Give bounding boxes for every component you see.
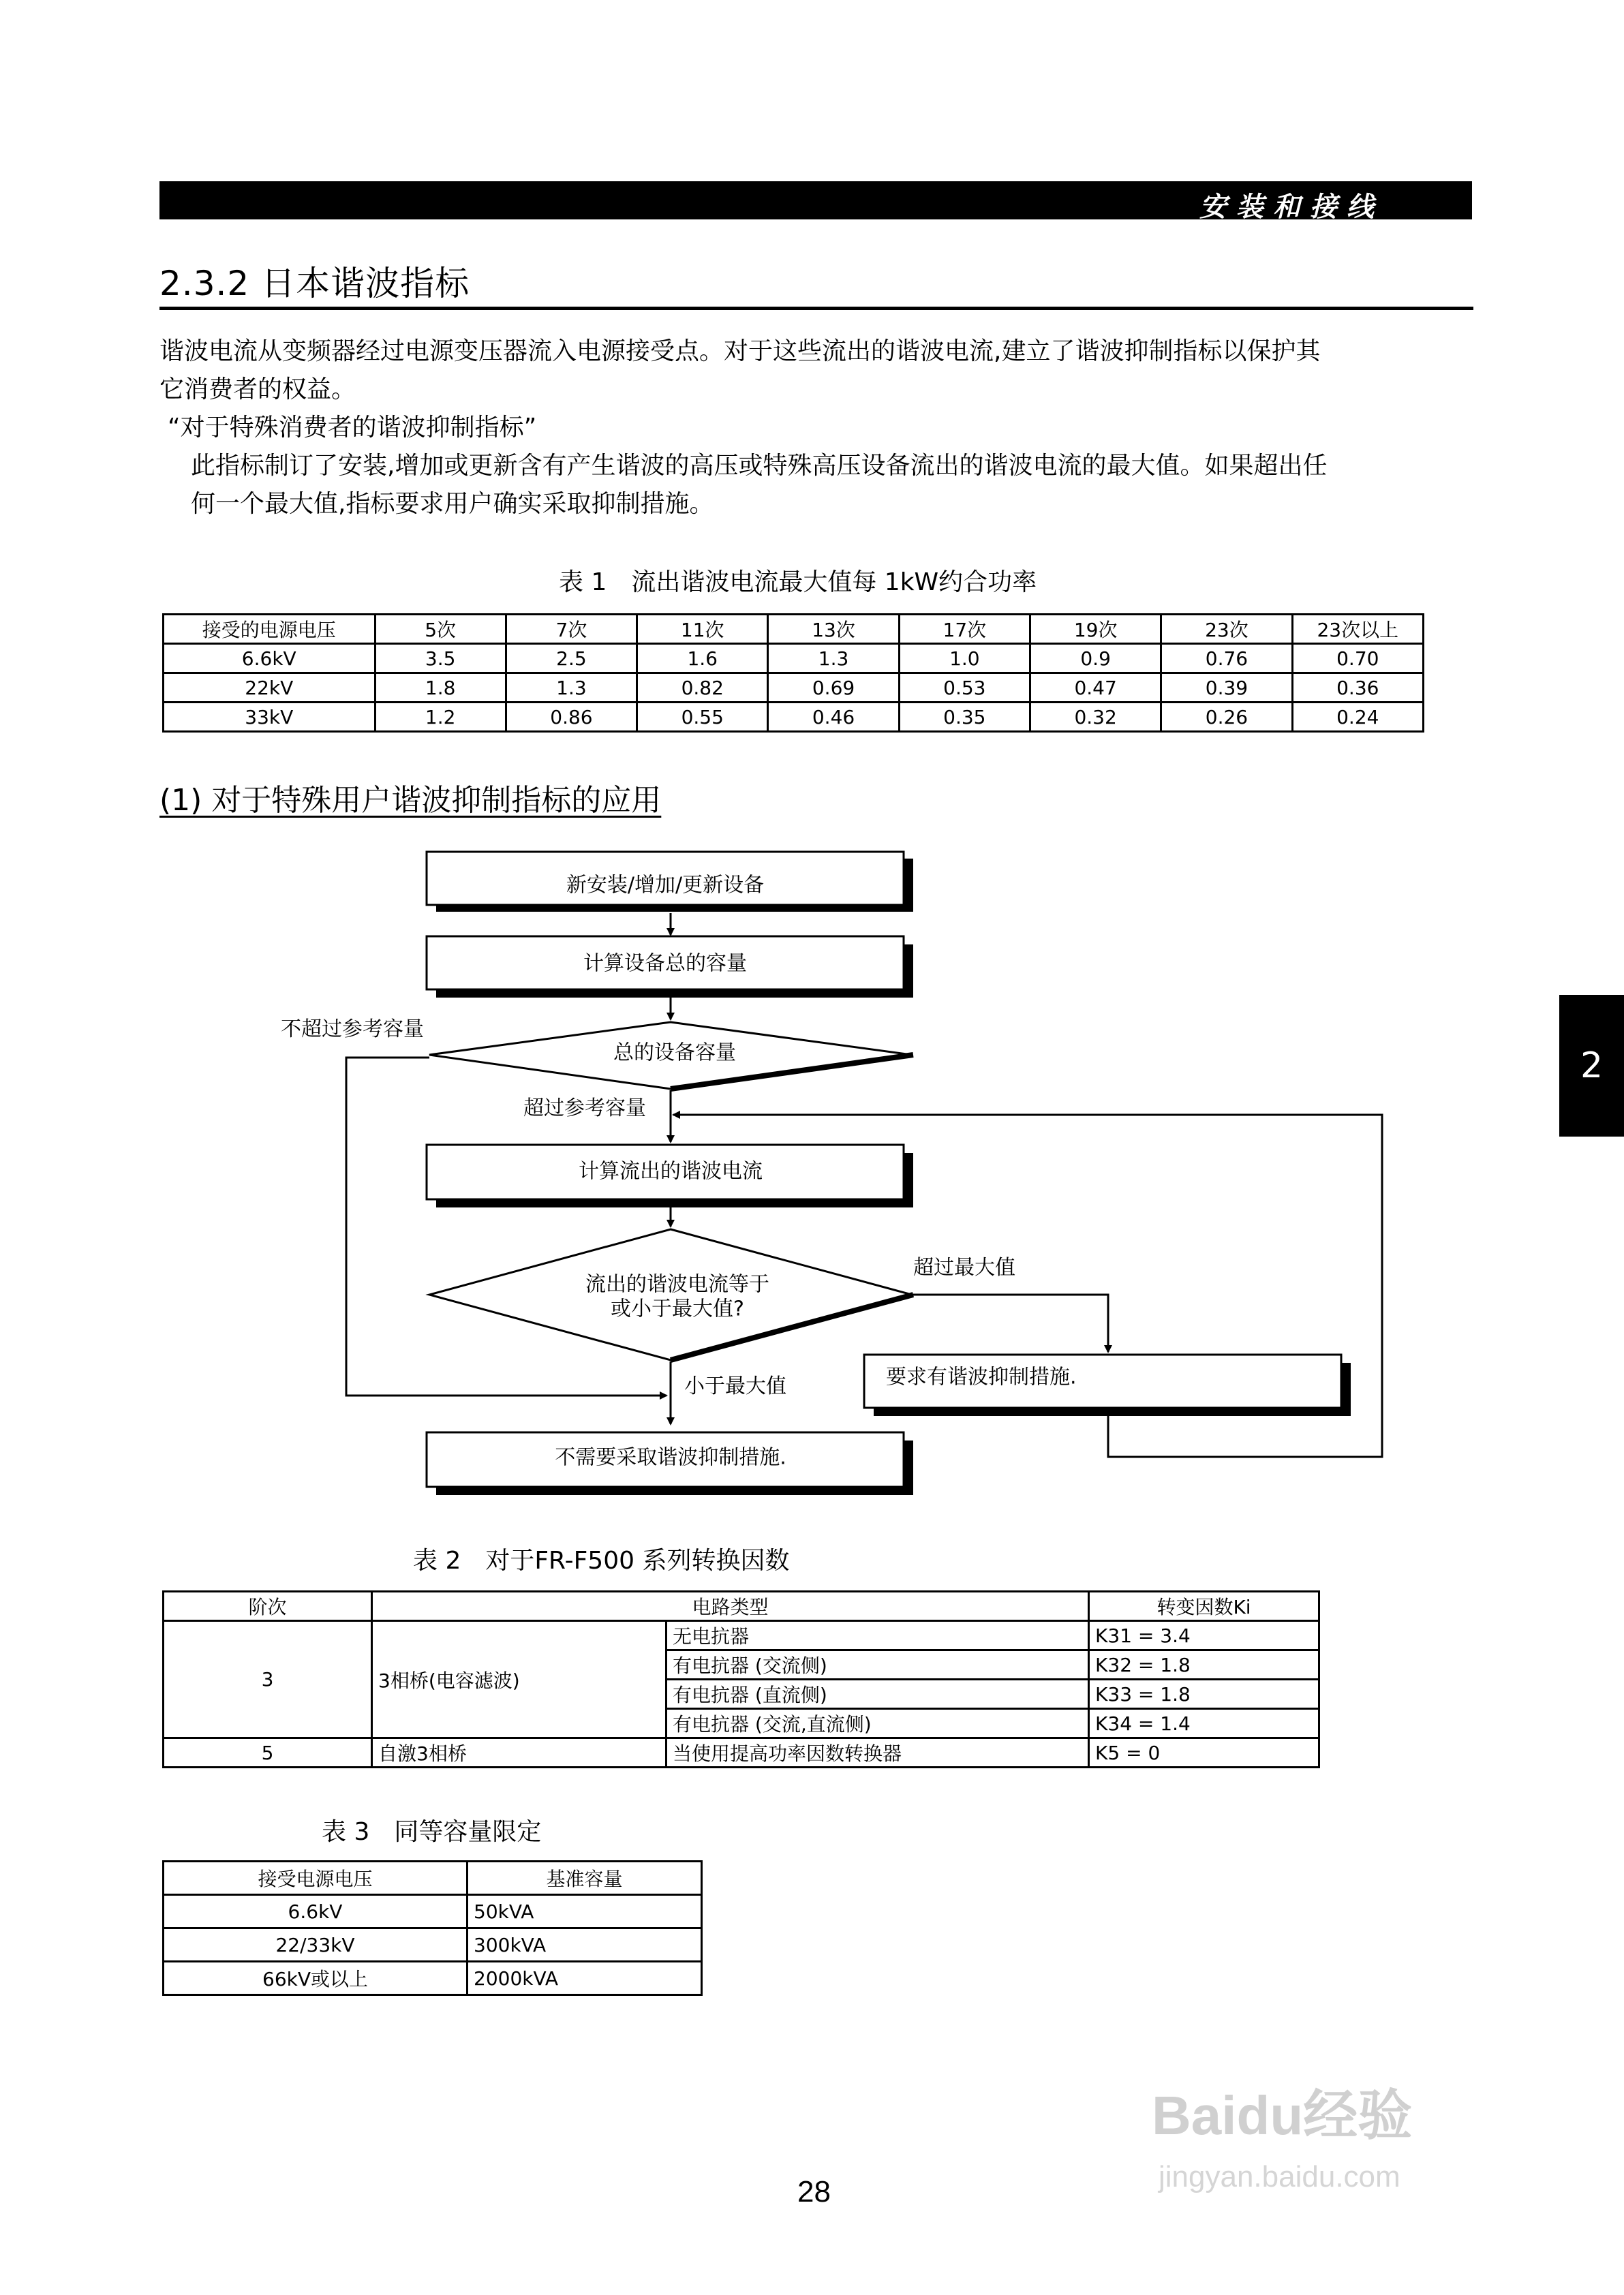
subheading: (1) 对于特殊用户谐波抑制指标的应用 <box>159 783 662 818</box>
flow-box-calc-harmonic <box>427 1145 913 1207</box>
table2-header-circuit: 电路类型 <box>372 1592 1089 1621</box>
flow-decision-total-capacity <box>429 1022 913 1089</box>
table2-factor: K31 = 3.4 <box>1089 1621 1319 1650</box>
table1-header-cell: 23次以上 <box>1292 615 1423 644</box>
table2-order-5: 5 <box>164 1738 372 1768</box>
table1-cell: 0.32 <box>1030 703 1161 732</box>
table1-cell: 0.70 <box>1292 644 1423 673</box>
table3-cell: 66kV或以上 <box>164 1962 468 1995</box>
table1-cell: 0.69 <box>768 673 899 703</box>
table3 <box>162 1860 703 1996</box>
table3-cell: 6.6kV <box>164 1895 468 1928</box>
table1-cell: 0.24 <box>1292 703 1423 732</box>
table1-cell: 0.76 <box>1161 644 1292 673</box>
flow-box-calc-capacity <box>427 936 913 998</box>
table3-header-row <box>164 1862 702 1895</box>
table1-cell: 0.36 <box>1292 673 1423 703</box>
header-title: 安装和接线 <box>1199 191 1383 223</box>
table2-circuit-3: 3相桥(电容滤波) <box>372 1621 667 1738</box>
table1-cell: 33kV <box>164 703 376 732</box>
table1-cell: 22kV <box>164 673 376 703</box>
table2-sub-type: 无电抗器 <box>667 1621 1089 1650</box>
intro-quote: “对于特殊消费者的谐波抑制指标” <box>168 414 537 442</box>
intro-line-4: 何一个最大值,指标要求用户确实采取抑制措施。 <box>191 490 714 518</box>
table1-header-cell: 17次 <box>899 615 1030 644</box>
table1-header-cell: 13次 <box>768 615 899 644</box>
table1-cell: 3.5 <box>375 644 506 673</box>
table3-caption: 表 3 同等容量限定 <box>322 1818 542 1846</box>
table1-caption: 表 1 流出谐波电流最大值每 1kW约合功率 <box>559 568 1037 596</box>
table2-sub-type: 有电抗器 (直流侧) <box>667 1680 1089 1709</box>
table1-cell: 0.35 <box>899 703 1030 732</box>
table1-cell: 6.6kV <box>164 644 376 673</box>
table1-cell: 0.82 <box>637 673 768 703</box>
table2 <box>162 1590 1320 1768</box>
table1-header-cell: 23次 <box>1161 615 1292 644</box>
table1-cell: 1.3 <box>506 673 637 703</box>
table1-cell: 2.5 <box>506 644 637 673</box>
intro-line-2: 它消费者的权益。 <box>159 375 356 403</box>
table3-header-cell: 接受电源电压 <box>164 1862 468 1895</box>
section-title: 2.3.2 日本谐波指标 <box>159 264 470 303</box>
table1-cell: 0.46 <box>768 703 899 732</box>
table2-header-order: 阶次 <box>164 1592 372 1621</box>
flow-label-not-exceed: 不超过参考容量 <box>281 1017 424 1041</box>
table-row <box>164 1928 702 1962</box>
flow-decision-label-line2: 或小于最大值? <box>611 1297 744 1321</box>
table2-factor: K32 = 1.8 <box>1089 1650 1319 1680</box>
table1-cell: 0.26 <box>1161 703 1292 732</box>
table2-header-row <box>164 1592 1319 1621</box>
table2-sub-type: 有电抗器 (交流,直流侧) <box>667 1709 1089 1738</box>
table2-caption: 表 2 对于FR-F500 系列转换因数 <box>413 1547 790 1575</box>
table2-factor: K34 = 1.4 <box>1089 1709 1319 1738</box>
table-row <box>164 1738 1319 1768</box>
table1-cell: 0.55 <box>637 703 768 732</box>
table-row <box>164 1962 702 1995</box>
table-row <box>164 1621 1319 1650</box>
flow-decision-label: 总的设备容量 <box>613 1041 736 1065</box>
chapter-tab-number: 2 <box>1580 1045 1604 1086</box>
table3-cell: 2000kVA <box>468 1962 702 1995</box>
table1-cell: 0.47 <box>1030 673 1161 703</box>
table2-sub-type: 当使用提高功率因数转换器 <box>667 1738 1089 1768</box>
table1-cell: 1.2 <box>375 703 506 732</box>
table2-sub-type: 有电抗器 (交流侧) <box>667 1650 1089 1680</box>
table1-cell: 0.39 <box>1161 673 1292 703</box>
table3-header-cell: 基准容量 <box>468 1862 702 1895</box>
flow-box-measures-required <box>864 1355 1351 1416</box>
flow-label-less-max: 小于最大值 <box>684 1374 786 1398</box>
table1-header-cell: 11次 <box>637 615 768 644</box>
table1-cell: 1.6 <box>637 644 768 673</box>
table2-order-3: 3 <box>164 1621 372 1738</box>
table1-cell: 1.3 <box>768 644 899 673</box>
flow-box-no-measures <box>427 1432 913 1495</box>
flow-decision-harmonic-max <box>429 1229 913 1360</box>
table1-header-cell: 5次 <box>375 615 506 644</box>
table1-cell: 0.86 <box>506 703 637 732</box>
table-row <box>164 1895 702 1928</box>
table2-factor: K5 = 0 <box>1089 1738 1319 1768</box>
table2-factor: K33 = 1.8 <box>1089 1680 1319 1709</box>
intro-line-3: 此指标制订了安装,增加或更新含有产生谐波的高压或特殊高压设备流出的谐波电流的最大值。如果超出任 <box>191 452 1328 480</box>
flow-line <box>912 1295 1108 1344</box>
flow-decision-label-line1: 流出的谐波电流等于 <box>585 1272 769 1297</box>
table1-cell: 1.8 <box>375 673 506 703</box>
table3-cell: 22/33kV <box>164 1928 468 1962</box>
flow-box-label: 要求有谐波抑制措施. <box>886 1365 1077 1389</box>
flow-box-label: 计算流出的谐波电流 <box>579 1159 763 1184</box>
intro-line-1: 谐波电流从变频器经过电源变压器流入电源接受点。对于这些流出的谐波电流,建立了谐波抑制指标以保护其 <box>159 337 1321 365</box>
flow-box-new-install <box>427 852 913 912</box>
table2-circuit-5: 自激3相桥 <box>372 1738 667 1768</box>
table1-header-cell: 接受的电源电压 <box>164 615 376 644</box>
table3-cell: 50kVA <box>468 1895 702 1928</box>
table1-cell: 0.53 <box>899 673 1030 703</box>
flow-box-label: 计算设备总的容量 <box>583 951 747 976</box>
table1-header-cell: 19次 <box>1030 615 1161 644</box>
flow-box-label: 新安装/增加/更新设备 <box>566 873 765 897</box>
table2-header-factor: 转变因数Ki <box>1089 1592 1319 1621</box>
table1-cell: 1.0 <box>899 644 1030 673</box>
flow-box-label: 不需要采取谐波抑制措施. <box>555 1445 786 1470</box>
flow-label-exceed: 超过参考容量 <box>523 1096 646 1120</box>
chapter-tab <box>1559 995 1624 1137</box>
table3-cell: 300kVA <box>468 1928 702 1962</box>
table1-header-cell: 7次 <box>506 615 637 644</box>
flow-label-exceed-max: 超过最大值 <box>913 1256 1015 1280</box>
watermark-brand: Baidu经验 <box>1152 2085 1413 2146</box>
watermark-url: jingyan.baidu.com <box>1159 2160 1400 2193</box>
table1-cell: 0.9 <box>1030 644 1161 673</box>
page-number: 28 <box>797 2175 831 2208</box>
